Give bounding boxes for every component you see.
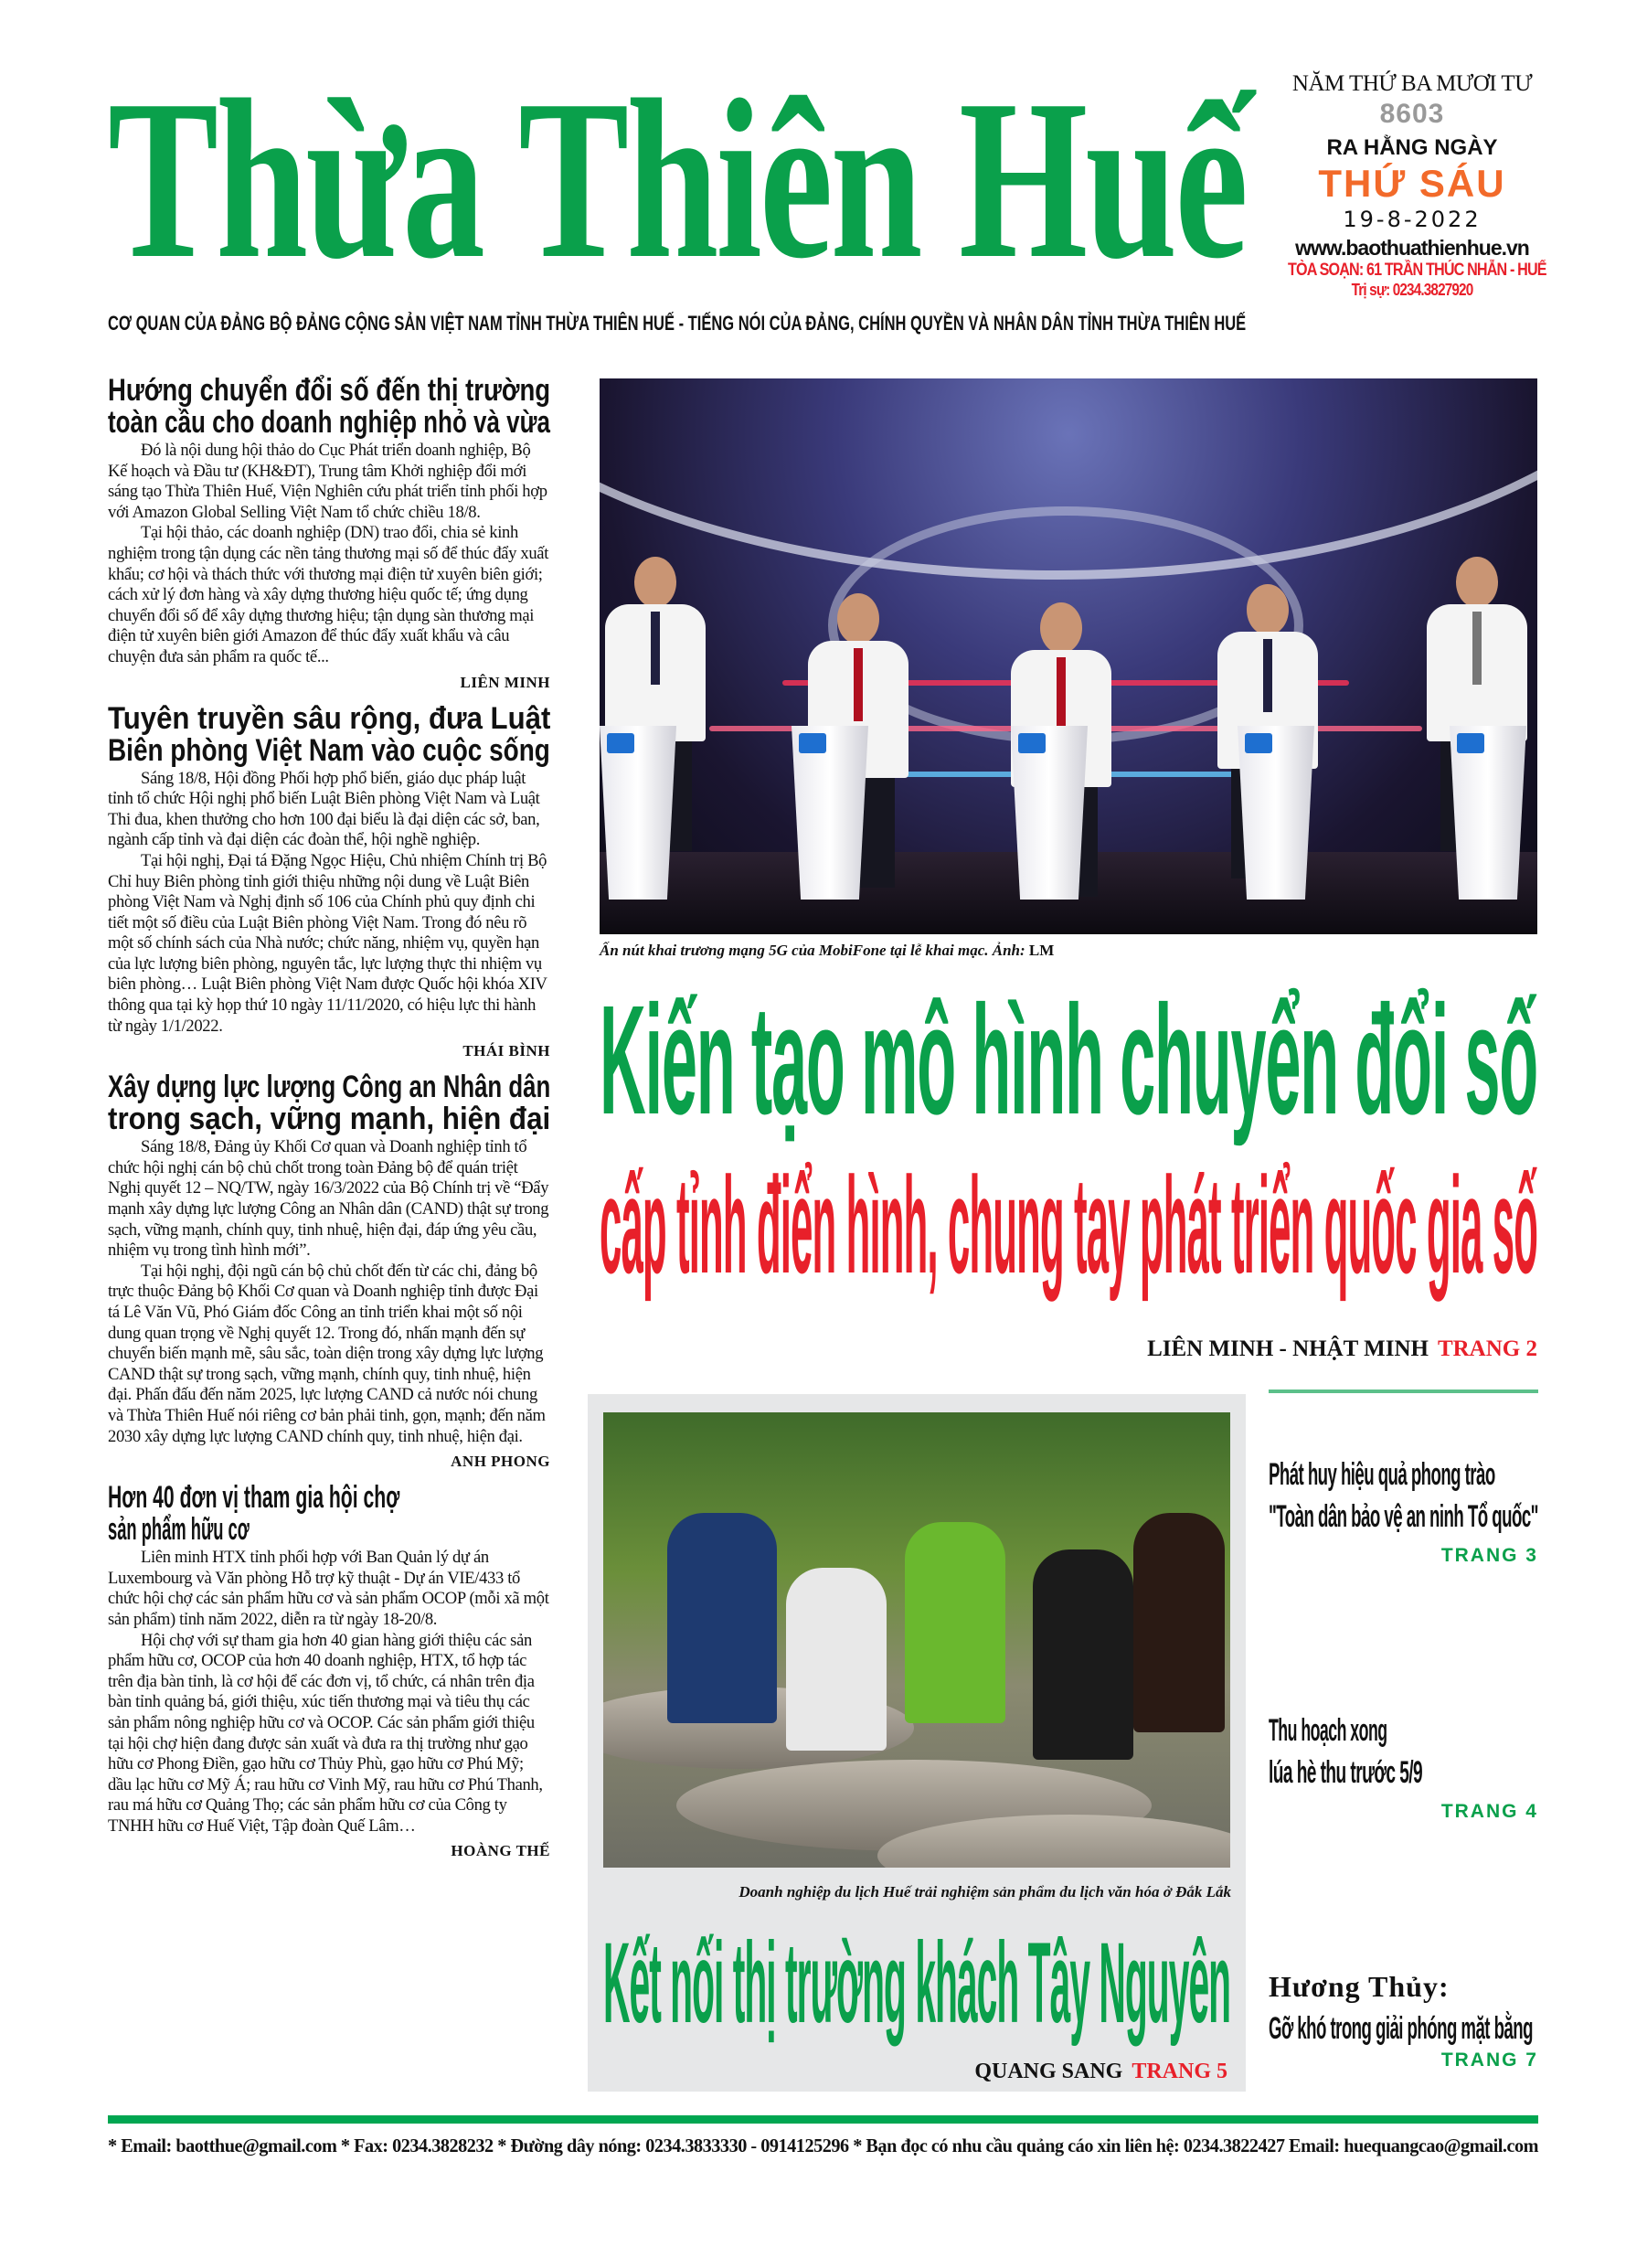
headline-line: trong sạch, vững mạnh, hiện đại [108, 1102, 551, 1137]
article-headline[interactable] [108, 375, 550, 439]
article-body [108, 441, 550, 668]
lead-headline-line2[interactable] [600, 1147, 1537, 1303]
byline-authors: LIÊN MINH - NHẬT MINH [1147, 1336, 1429, 1361]
issue-number: 8603 [1379, 99, 1445, 129]
feature-headline[interactable] [603, 1920, 1230, 2048]
byline-author: QUANG SANG [974, 2060, 1123, 2083]
article-author: LIÊN MINH [460, 673, 550, 691]
page-reference[interactable]: TRANG 5 [1132, 2060, 1227, 2083]
issue-frequency: RA HẰNG NGÀY [1326, 135, 1498, 160]
feature-box [588, 1394, 1246, 2092]
issue-weekday: THỨ SÁU [1318, 162, 1506, 205]
paragraph: Đó là nội dung hội thảo do Cục Phát triển doanh nghiệp, Bộ Kế hoạch và Đầu tư (KH&ĐT), Trung tâm Khởi nghiệp đổi mới sáng tạo Thừa Thiên Huế, Viện Nghiên cứu phát triển tỉnh phối hợp với Amazon Global Selling Việt Nam tổ chức chiều 18/8. [108, 441, 547, 522]
paragraph: Sáng 18/8, Đảng ủy Khối Cơ quan và Doanh nghiệp tỉnh tổ chức hội nghị cán bộ chủ chốt trong toàn Đảng bộ để quán triệt Nghị quyết 12 – NQ/TW, ngày 16/3/2022 của Bộ Chính trị về “Đẩy mạnh xây dựng lực lượng Công an Nhân dân (CAND) thật sự trong sạch, vững mạnh, chính quy, tinh nhuệ, hiện đại, đáp ứng yêu cầu, nhiệm vụ trong tình hình mới”. [108, 1137, 549, 1261]
lead-headline-text: cấp tỉnh điển hình, chung tay phát triển quốc gia số [600, 1148, 1538, 1302]
issue-year: NĂM THỨ BA MƯƠI TƯ [1291, 71, 1533, 96]
issue-date: 19-8-2022 [1343, 207, 1482, 232]
headline-line: Tuyên truyền sâu rộng, đưa Luật [108, 700, 551, 736]
article [108, 375, 550, 692]
left-column [108, 375, 550, 1871]
masthead-title [108, 53, 1246, 306]
article-headline[interactable] [108, 1071, 550, 1135]
headline-line: Xây dựng lực lượng Công an Nhân dân [108, 1070, 551, 1105]
article-author: HOÀNG THẾ [451, 1842, 550, 1860]
page-reference[interactable]: TRANG 4 [1440, 1801, 1538, 1822]
lead-headline-text: Kiến tạo mô hình chuyển đổi số [600, 974, 1538, 1147]
article [108, 1071, 550, 1471]
feature-photo-caption: Doanh nghiệp du lịch Huế trải nghiệm sản phẩm du lịch văn hóa ở Đắk Lắk [738, 1883, 1231, 1901]
lead-headline-line1[interactable] [600, 974, 1538, 1147]
caption-text: Ấn nút khai trương mạng 5G của MobiFone tại lễ khai mạc. Ảnh: [600, 942, 1025, 959]
teaser-column [1269, 1390, 1538, 2103]
teaser-line: Phát huy hiệu quả phong trào [1269, 1457, 1495, 1492]
lead-photo-caption [600, 942, 1537, 960]
footer-contact-text: * Email: baotthue@gmail.com * Fax: 0234.3828232 * Đường dây nóng: 0234.3833330 - 0914125296 * Bạn đọc có nhu cầu quảng cáo xin liên hệ: 0234.3822427 Email: huequangcao@gmail.com [108, 2135, 1538, 2156]
teaser[interactable] [1269, 1709, 1538, 1823]
article-body [108, 769, 550, 1038]
teaser-line: "Toàn dân bảo vệ an ninh Tổ quốc" [1269, 1499, 1538, 1534]
teaser-line: Gỡ khó trong giải phóng mặt bằng [1269, 2011, 1533, 2046]
article-body [108, 1137, 550, 1447]
teaser-line: lúa hè thu trước 5/9 [1269, 1755, 1423, 1790]
lead-byline [1147, 1336, 1537, 1362]
masthead-tagline-box [108, 311, 1246, 338]
headline-line: Biên phòng Việt Nam vào cuộc sống [108, 732, 550, 768]
paragraph: Tại hội nghị, đội ngũ cán bộ chủ chốt đến từ các chi, đảng bộ trực thuộc Đảng bộ Khối Cơ quan và Doanh nghiệp tỉnh được Đại tá Lê Văn Vũ, Phó Giám đốc Công an tỉnh triển khai một số nội dung quan trọng về Nghị quyết 12. Trong đó, nhấn mạnh đến sự chuyển biến mạnh mẽ, sâu sắc, toàn diện trong xây dựng lực lượng CAND thật sự trong sạch, vững mạnh, chính quy, tinh nhuệ, hiện đại. Phấn đấu đến năm 2025, lực lượng CAND cả nước nói chung và Thừa Thiên Huế nói riêng cơ bản phải tinh, gọn, mạnh; đến năm 2030 xây dựng lực lượng CAND chính quy, tinh nhuệ, hiện đại. [108, 1261, 546, 1446]
article-author: THÁI BÌNH [462, 1042, 550, 1060]
paragraph: Hội chợ với sự tham gia hơn 40 gian hàng giới thiệu các sản phẩm hữu cơ, OCOP của hơn 40 doanh nghiệp, HTX, tổ hợp tác trên địa bàn tỉnh, là cơ hội để các đơn vị, tổ chức, cá nhân trên địa bàn tỉnh quảng bá, giới thiệu, xúc tiến thương mại và tiêu thụ các sản phẩm nông nghiệp hữu cơ và OCOP. Các sản phẩm giới thiệu tại hội chợ hiện đang được sản xuất và đưa ra thị trường như gạo hữu cơ Phong Điền, gạo hữu cơ Thủy Phù, gạo hữu cơ Phú Mỹ; dầu lạc hữu cơ Mỹ Á; rau hữu cơ Vinh Mỹ, rau hữu cơ Phú Thanh, rau má hữu cơ Quảng Thọ; các sản phẩm hữu cơ của Công ty TNHH hữu cơ Huế Việt, Tập đoàn Quế Lâm… [108, 1630, 543, 1836]
paragraph: Liên minh HTX tỉnh phối hợp với Ban Quản lý dự án Luxembourg và Văn phòng Hỗ trợ kỹ thuật - Dự án VIE/433 tổ chức hội chợ các sản phẩm hữu cơ và sản phẩm OCOP (mỗi xã một sản phẩm) tỉnh năm 2022, diễn ra từ ngày 18-20/8. [108, 1548, 549, 1629]
paragraph: Sáng 18/8, Hội đồng Phối hợp phổ biến, giáo dục pháp luật tỉnh tổ chức Hội nghị phổ biến Luật Biên phòng Việt Nam và Luật Thi đua, khen thưởng cho hơn 100 đại biểu là đại diện các sở, ban, ngành cấp tỉnh và đại diện các đoàn thể, hội nghề nghiệp. [108, 768, 540, 850]
feature-photo-tay-nguyen [603, 1412, 1230, 1868]
masthead-tagline: CƠ QUAN CỦA ĐẢNG BỘ ĐẢNG CỘNG SẢN VIỆT NAM TỈNH THỪA THIÊN HUẾ - TIẾNG NÓI CỦA ĐẢNG, CHÍNH QUYỀN VÀ NHÂN DÂN TỈNH THỪA THIÊN HUẾ [108, 312, 1247, 335]
page-reference[interactable]: TRANG 7 [1440, 2050, 1538, 2071]
page-reference[interactable]: TRANG 3 [1440, 1545, 1538, 1566]
article-headline[interactable] [108, 700, 551, 768]
photo-credit: LM [1028, 942, 1055, 959]
article [108, 700, 551, 1061]
headline-line: sản phẩm hữu cơ [108, 1512, 250, 1548]
page-reference[interactable]: TRANG 2 [1437, 1336, 1537, 1361]
issue-info [1266, 71, 1558, 300]
paragraph: Tại hội nghị, Đại tá Đặng Ngọc Hiệu, Chủ nhiệm Chính trị Bộ Chỉ huy Biên phòng tỉnh giới thiệu những nội dung về Luật Biên phòng Việt Nam và Nghị định số 106 của Chính phủ quy định chi tiết một số điều của Luật Biên phòng Việt Nam. Trong đó nêu rõ một số chính sách của Nhà nước; chức năng, nhiệm vụ, quyền hạn của lực lượng biên phòng, nguyên tắc, lực lượng thực thi nhiệm vụ biên phòng… Luật Biên phòng Việt Nam được Quốc hội khóa XIV thông qua tại kỳ họp thứ 10 ngày 11/11/2020, có hiệu lực thi hành từ ngày 1/1/2022. [108, 850, 547, 1036]
admin-phone: Trị sự: 0234.3827920 [1351, 281, 1473, 299]
office-address: TÒA SOẠN: 61 TRẦN THÚC NHẪN - HUẾ [1288, 261, 1546, 280]
teaser[interactable] [1269, 1965, 1538, 2071]
headline-line: toàn cầu cho doanh nghiệp nhỏ và vừa [108, 405, 550, 440]
feature-headline-text: Kết nối thị trường khách Tây Nguyên [603, 1920, 1231, 2047]
feature-byline [974, 2060, 1227, 2084]
teaser[interactable] [1269, 1453, 1538, 1567]
newspaper-logo: Thừa Thiên Huế [108, 53, 1246, 306]
footer-contact [108, 2135, 1538, 2162]
footer-rule [108, 2115, 1538, 2124]
article [108, 1482, 550, 1860]
teaser-kicker: Hương Thủy: [1269, 1970, 1450, 2003]
article-headline[interactable] [108, 1482, 550, 1546]
article-body [108, 1548, 550, 1837]
article-author: ANH PHONG [451, 1453, 550, 1471]
website-link[interactable]: www.baothuathienhue.vn [1295, 236, 1529, 260]
headline-line: Hướng chuyển đổi số đến thị trường [108, 373, 551, 408]
teaser-line: Thu hoạch xong [1269, 1713, 1387, 1748]
paragraph: Tại hội thảo, các doanh nghiệp (DN) trao đổi, chia sẻ kinh nghiệm trong tận dụng các nền tảng thương mại số để thúc đẩy xuất khẩu; cơ hội và thách thức với thương mại điện tử xuyên biên giới; cách xử lý đơn hàng và xây dựng thương hiệu quốc tế; ứng dụng chuyển đổi số để xây dựng thương hiệu; tận dụng sàn thương mại điện tử xuyên biên giới Amazon để thúc đẩy xuất khẩu và câu chuyện đưa sản phẩm ra quốc tế... [108, 523, 549, 666]
headline-line: Hơn 40 đơn vị tham gia hội chợ [108, 1480, 400, 1516]
lead-photo-5g-launch [600, 378, 1537, 934]
divider [1269, 1390, 1538, 1393]
